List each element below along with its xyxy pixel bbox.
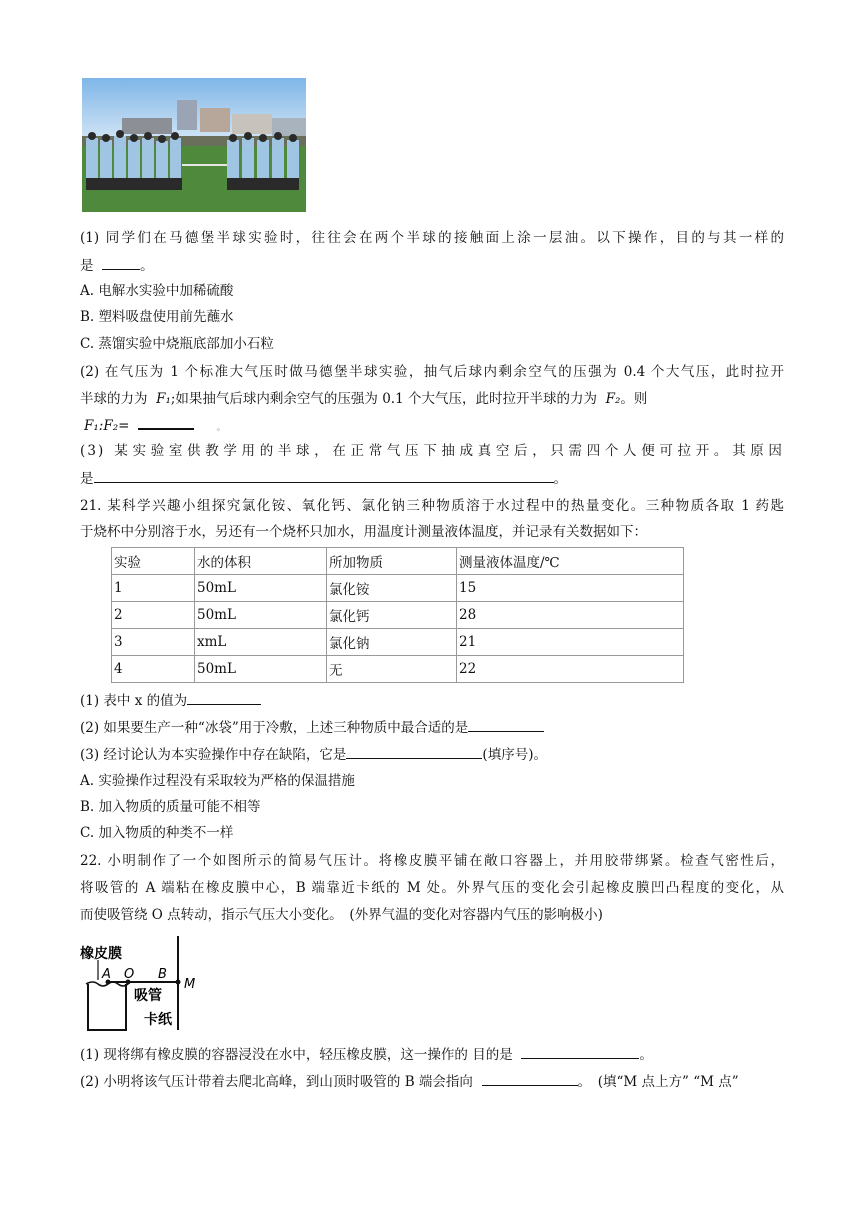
table-header-cell: 所加物质 (327, 548, 457, 575)
answer-blank[interactable] (138, 414, 194, 430)
tug-of-war-photo (82, 78, 306, 212)
answer-blank[interactable] (482, 1071, 578, 1086)
q20-part1-prefix: 是 (80, 258, 94, 274)
membrane-label: 橡皮膜 (80, 946, 122, 962)
table-cell: 22 (457, 656, 684, 683)
q22-sub2 (80, 1071, 739, 1092)
q21-sub1-text: (1) 表中 x 的值为 (80, 693, 188, 709)
q22-sub1-suffix: 。 (639, 1047, 653, 1063)
answer-blank[interactable] (346, 744, 482, 759)
q21-option-c: C. 加入物质的种类不一样 (80, 825, 234, 841)
q20-part3-prefix: 是 (80, 471, 94, 487)
label-m: M (184, 977, 196, 992)
table-cell: 50mL (195, 575, 327, 602)
q21-option-a: A. 实验操作过程没有采取较为严格的保温措施 (80, 773, 355, 789)
answer-blank[interactable] (187, 690, 261, 705)
answer-blank[interactable] (521, 1044, 639, 1059)
table-cell: 21 (457, 629, 684, 656)
q21-sub3-suffix: (填序号)。 (482, 747, 547, 763)
q20-part2-seg1: 半球的力为 (80, 391, 148, 407)
q20-part2-seg3: 。则 (620, 391, 648, 407)
experiment-table (111, 547, 684, 683)
table-header-cell: 水的体积 (195, 548, 327, 575)
q20-option-a: A. 电解水实验中加稀硫酸 (80, 283, 234, 299)
table-header-cell: 实验 (112, 548, 195, 575)
q22-intro-line2: 将吸管的 A 端粘在橡皮膜中心，B 端靠近卡纸的 M 处。外界气压的变化会引起橡皮膜凹凸程度的变化，从 (80, 880, 784, 896)
table-cell: xmL (195, 629, 327, 656)
label-a: A (102, 967, 111, 982)
answer-blank[interactable] (102, 255, 140, 270)
answer-blank[interactable] (468, 717, 544, 732)
container-outline (88, 984, 126, 1030)
table-cell: 3 (112, 629, 195, 656)
q20-part2-seg2: ;如果抽气后球内剩余空气的压强为 0.1 个大气压，此时拉开半球的力为 (170, 391, 597, 407)
point-m-dot (176, 980, 181, 985)
table-cell: 无 (327, 656, 457, 683)
table-row (112, 602, 684, 629)
table-cell: 28 (457, 602, 684, 629)
table-cell: 50mL (195, 602, 327, 629)
q20-part3-answer-line (80, 468, 567, 489)
q20-part2-dot: 。 (216, 423, 226, 433)
card-label: 卡纸 (144, 1012, 172, 1028)
table-row (112, 575, 684, 602)
q21-intro-line1: 21. 某科学兴趣小组探究氯化铵、氧化钙、氯化钠三种物质溶于水过程中的热量变化。三种物质各取 1 药匙 (80, 498, 784, 514)
table-cell: 15 (457, 575, 684, 602)
q20-option-c: C. 蒸馏实验中烧瓶底部加小石粒 (80, 336, 274, 352)
table-row (112, 629, 684, 656)
table-cell: 4 (112, 656, 195, 683)
q21-option-b: B. 加入物质的质量可能不相等 (80, 799, 261, 815)
table-cell: 1 (112, 575, 195, 602)
q22-intro-line3: 而使吸管绕 O 点转动，指示气压大小变化。 (外界气温的变化对容器内气压的影响极小) (80, 907, 603, 923)
q22-sub2-text: (2) 小明将该气压计带着去爬北高峰，到山顶时吸管的 B 端会指向 (80, 1074, 473, 1090)
q20-part2-text: (2) 在气压为 1 个标准大气压时做马德堡半球实验，抽气后球内剩余空气的压强为 0.4 个大气压，此时拉开 (80, 364, 784, 380)
barometer-diagram (78, 934, 208, 1034)
table-row (112, 656, 684, 683)
q22-sub1 (80, 1044, 653, 1065)
q22-intro-line1: 22. 小明制作了一个如图所示的简易气压计。将橡皮膜平铺在敞口容器上，并用胶带绑紧。检查气密性后， (80, 853, 784, 869)
q22-sub1-text: (1) 现将绑有橡皮膜的容器浸没在水中，轻压橡皮膜，这一操作的 目的是 (80, 1047, 513, 1063)
ratio-label: F₁:F₂= (84, 418, 130, 434)
q21-sub1 (80, 690, 261, 711)
force-f1: F₁ (156, 391, 171, 407)
q20-option-b: B. 塑料吸盘使用前先蘸水 (80, 309, 234, 325)
q21-sub3-text: (3) 经讨论认为本实验操作中存在缺陷，它是 (80, 747, 347, 763)
table-cell: 50mL (195, 656, 327, 683)
q20-part3-suffix: 。 (553, 471, 567, 487)
q20-part1-text: (1) 同学们在马德堡半球实验时，往往会在两个半球的接触面上涂一层油。以下操作，目的与其一样的 (80, 230, 784, 246)
table-header-row (112, 548, 684, 575)
table-cell: 氯化铵 (327, 575, 457, 602)
table-header-cell: 测量液体温度/℃ (457, 548, 684, 575)
straw-label: 吸管 (134, 988, 162, 1004)
force-f2: F₂ (605, 391, 621, 407)
q20-part1-suffix: 。 (140, 258, 154, 274)
q20-part2-answer-line (84, 414, 226, 438)
table-cell: 氯化钠 (327, 629, 457, 656)
answer-blank[interactable] (94, 468, 554, 483)
q20-part2-line2 (80, 389, 647, 409)
table-cell: 2 (112, 602, 195, 629)
label-o: O (124, 967, 135, 982)
q20-part3-text: (3) 某实验室供教学用的半球，在正常气压下抽成真空后，只需四个人便可拉开。其原因 (80, 443, 784, 459)
q21-intro-line2: 于烧杯中分别溶于水，另还有一个烧杯只加水，用温度计测量液体温度，并记录有关数据如下： (80, 524, 647, 540)
q21-sub2-text: (2) 如果要生产一种“冰袋”用于冷敷，上述三种物质中最合适的是 (80, 720, 469, 736)
q20-part1-answer-line (80, 255, 154, 276)
q21-sub2 (80, 717, 544, 738)
label-b: B (158, 967, 167, 982)
q22-sub2-suffix: 。 (填“M 点上方” “M 点” (577, 1074, 739, 1090)
q21-sub3 (80, 744, 547, 765)
table-cell: 氯化钙 (327, 602, 457, 629)
